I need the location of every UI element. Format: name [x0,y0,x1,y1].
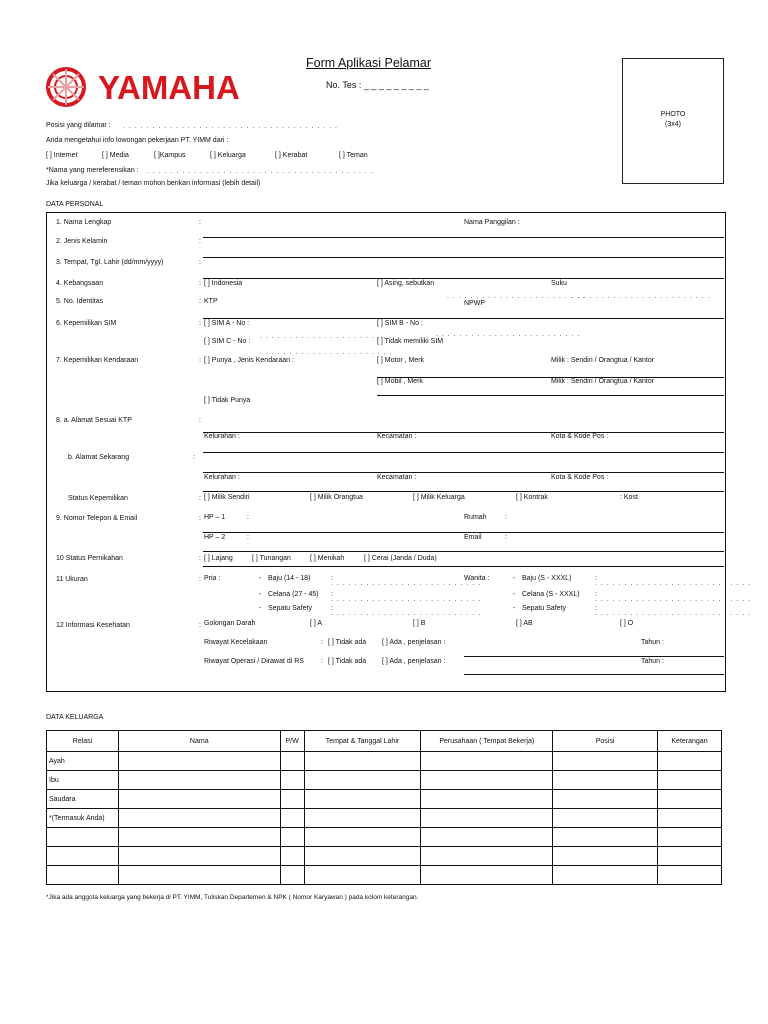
personal-heading: DATA PERSONAL [46,201,104,208]
info-source-question: Anda mengetahui info lowongan pekerjaan PT. YIMM dari : [46,137,229,144]
foreign-field[interactable]: . . . . . . . . . . . . . . . . . . . . . . . . [447,293,586,300]
relation-cell[interactable] [47,847,119,866]
surgery-field[interactable] [464,674,724,675]
colon: : [199,320,201,327]
colon: : [199,280,201,287]
motor-owner[interactable]: Milik : Sendiri / Orangtua / Kantor [551,357,655,364]
colon: : [193,454,195,461]
label-email: Email [464,534,482,541]
photo-label: PHOTO [660,111,686,118]
table-cell[interactable] [304,847,421,866]
colon: : [199,298,201,305]
reference-note: Jika keluarga / kerabat / teman mohon berikan informasi (lebih detail) [46,180,261,187]
table-row [47,866,722,885]
gender-field[interactable] [203,257,724,258]
label-ownership: Status Kepemilikan [68,495,128,502]
label-gender: 2. Jenis Kelamin [56,238,108,245]
family-footnote: *Jika ada anggota keluarga yang bekerja di PT. YIMM, Tuliskan Departemen & NPK ( Nomor Karyawan ) pada kolom keterangan. [46,894,419,901]
label-size: 11 Ukuran [56,576,88,583]
colon: : [199,357,201,364]
table-cell[interactable] [118,752,280,771]
table-cell[interactable] [280,790,304,809]
car-field[interactable] [377,395,724,396]
surgery-year: Tahun : [641,658,664,665]
blood-b[interactable]: [ ] B [413,620,426,627]
table-cell[interactable] [280,866,304,885]
vehicle-none[interactable]: [ ] Tidak Punya [204,397,251,404]
label-sim: 6. Kepemilikan SIM [56,320,117,327]
colon: : [199,259,201,266]
vehicle-own[interactable]: [ ] Punya , Jenis Kendaraan : [204,357,294,364]
label-nationality: 4. Kebangsaan [56,280,104,287]
test-number: No. Tes : _ _ _ _ _ _ _ _ _ [326,80,429,90]
label-vehicle: 7. Kepemilikan Kendaraan [56,357,139,364]
relation-cell: *(Termasuk Anda) [47,809,119,828]
table-row [47,771,722,790]
table-cell[interactable] [421,790,553,809]
form-title: Form Aplikasi Pelamar [306,56,432,70]
table-cell[interactable] [304,752,421,771]
photo-box[interactable] [622,58,724,184]
table-cell[interactable] [118,866,280,885]
source-media[interactable]: [ ] Media [102,152,129,159]
colon: : [199,555,201,562]
colon: : [199,495,201,502]
table-row [47,847,722,866]
colon: : [505,514,507,521]
colon: : [595,591,597,598]
source-keluarga[interactable]: [ ] Keluarga [210,152,246,159]
female-pants-field[interactable]: . . . . . . . . . . . . . . . . . . . . . . . . . . . [595,596,752,603]
col-relation: Relasi [47,731,119,752]
yamaha-logo [46,67,266,107]
sim-none[interactable]: [ ] Tidak memiliki SIM [377,338,444,345]
family-heading: DATA KELUARGA [46,714,104,721]
own-kost[interactable]: : Kost [620,494,638,501]
female-pants: Celana (S - XXXL) [522,591,580,598]
vehicle-car[interactable]: [ ] Mobil , Merk [377,378,423,385]
colon: : [199,219,201,226]
label-marital: 10 Status Pernikahan [56,555,123,562]
svg-text:YAMAHA: YAMAHA [98,69,240,106]
bullet: - [259,591,262,598]
table-row [47,752,722,771]
family-table [46,730,722,885]
colon: : [321,639,323,646]
table-cell[interactable] [658,771,722,790]
label-identity: 5. No. Identitas [56,298,104,305]
relation-cell: Saudara [47,790,119,809]
marital-engaged[interactable]: [ ] Tunangan [252,555,291,562]
full-name-field[interactable] [203,237,724,238]
own-self[interactable]: [ ] Milik Sendiri [204,494,250,501]
label-female: Wanita : [464,575,490,582]
own-parents[interactable]: [ ] Milik Orangtua [310,494,363,501]
accident-year: Tahun : [641,639,664,646]
colon: : [247,514,249,521]
ethnicity-field[interactable]: . . . . . . . . . . . . . . . . . . . . . . . . [572,293,711,300]
label-home-phone: Rumah [464,514,487,521]
bullet: - [513,575,516,582]
table-cell[interactable] [553,771,658,790]
label-blood-type: Golongan Darah [204,620,256,627]
table-cell[interactable] [553,866,658,885]
table-cell[interactable] [280,809,304,828]
label-kota: Kota & Kode Pos : [551,433,609,440]
label-kota: Kota & Kode Pos : [551,474,609,481]
female-shirt-field[interactable]: . . . . . . . . . . . . . . . . . . . . . . . . . . . [595,580,752,587]
blood-ab[interactable]: [ ] AB [516,620,533,627]
photo-size: (3x4) [665,121,681,128]
table-cell[interactable] [118,828,280,847]
label-phone-email: 9. Nomor Telepon & Email [56,515,138,522]
identity-field[interactable] [203,318,724,319]
table-cell[interactable] [658,809,722,828]
phone-field[interactable] [203,532,724,533]
male-shirt: Baju (14 - 18) [268,575,311,582]
male-pants: Celana (27 - 45) [268,591,319,598]
car-owner[interactable]: Milik : Sendiri / Orangtua / Kantor [551,378,655,385]
table-cell[interactable] [304,771,421,790]
label-accident-history: Riwayat Kecelakaan [204,639,268,646]
accident-yes[interactable]: [ ] Ada , penjelasan : [382,639,446,646]
accident-field[interactable] [464,656,724,657]
table-row [47,809,722,828]
table-cell[interactable] [421,809,553,828]
label-kelurahan: Kelurahan : [204,433,240,440]
table-cell[interactable] [553,847,658,866]
col-notes: Keterangan [658,731,722,752]
table-cell[interactable] [280,752,304,771]
source-teman[interactable]: [ ] Teman [339,152,368,159]
surgery-yes[interactable]: [ ] Ada , penjelasan : [382,658,446,665]
col-company: Perusahaan ( Tempat Bekerja) [421,731,553,752]
marital-single[interactable]: [ ] Lajang [204,555,233,562]
surgery-none[interactable]: [ ] Tidak ada [328,658,367,665]
sim-c-field[interactable]: . . . . . . . . . . . . . . . . . . . . . . . [260,349,393,356]
label-hp1: HP – 1 [204,514,226,521]
label-full-name: 1. Nama Lengkap [56,219,112,226]
reference-field[interactable]: . . . . . . . . . . . . . . . . . . . . . . . . . . . . . . . . . . . . . . . [147,168,374,175]
sim-b-field[interactable]: . . . . . . . . . . . . . . . . . . . . . . . . . [436,331,581,338]
table-cell[interactable] [304,790,421,809]
label-npwp: NPWP [464,300,485,307]
label-ktp: KTP [204,298,218,305]
table-cell[interactable] [421,771,553,790]
colon: : [595,605,597,612]
colon: : [199,576,201,583]
table-cell[interactable] [421,828,553,847]
table-cell[interactable] [553,752,658,771]
label-nickname: Nama Panggilan : [464,219,520,226]
table-row [47,828,722,847]
bullet: - [259,575,262,582]
colon: : [321,658,323,665]
current-address-field[interactable] [203,472,724,473]
table-cell[interactable] [280,847,304,866]
male-pants-field[interactable]: . . . . . . . . . . . . . . . . . . . . . . . . . . [331,596,482,603]
marital-divorced[interactable]: [ ] Cerai (Janda / Duda) [364,555,437,562]
label-health: 12 Informasi Kesehatan [56,622,130,629]
table-cell[interactable] [421,752,553,771]
source-kerabat[interactable]: [ ] Kerabat [275,152,308,159]
bullet: - [259,605,262,612]
male-shoes: Sepatu Safety [268,605,312,612]
table-cell[interactable] [304,809,421,828]
table-cell[interactable] [553,828,658,847]
table-cell[interactable] [304,828,421,847]
colon: : [595,575,597,582]
relation-cell: Ibu [47,771,119,790]
colon: : [505,534,507,541]
col-gender: P/W [280,731,304,752]
table-cell[interactable] [421,866,553,885]
table-cell[interactable] [118,847,280,866]
relation-cell: Ayah [47,752,119,771]
colon: : [331,591,333,598]
female-shoes-field[interactable]: . . . . . . . . . . . . . . . . . . . . . . . . . . . [595,610,752,617]
own-family[interactable]: [ ] Milik Keluarga [413,494,465,501]
label-current-address: b. Alamat Sekarang [68,454,130,461]
table-cell[interactable] [658,847,722,866]
colon: : [199,515,201,522]
current-area-field[interactable] [203,491,724,492]
marital-line [203,566,724,567]
own-rent[interactable]: [ ] Kontrak [516,494,548,501]
ktp-area-field[interactable] [203,452,724,453]
table-header-row [47,731,722,752]
position-field[interactable]: . . . . . . . . . . . . . . . . . . . . . . . . . . . . . . . . . . . . . [123,123,338,130]
label-birth: 3. Tempat, Tgl. Lahir (dd/mm/yyyy) [56,259,164,266]
vehicle-motor[interactable]: [ ] Motor , Merk [377,357,425,364]
nationality-foreign[interactable]: [ ] Asing, sebutkan [377,280,435,287]
col-birth: Tempat & Tanggal Lahir [304,731,421,752]
email-field[interactable] [203,551,724,552]
marital-married[interactable]: [ ] Menikah [310,555,345,562]
female-shirt: Baju (S - XXXL) [522,575,572,582]
reference-label: *Nama yang mereferensikan : [46,167,139,174]
label-hp2: HP – 2 [204,534,226,541]
col-name: Nama [118,731,280,752]
label-kecamatan: Kecamatan : [377,474,417,481]
colon: : [331,605,333,612]
table-cell[interactable] [118,790,280,809]
ktp-address-field[interactable] [203,432,724,433]
colon: : [199,417,201,424]
label-male: Pria : [204,575,221,582]
table-cell[interactable] [118,771,280,790]
table-cell[interactable] [553,790,658,809]
table-cell[interactable] [421,847,553,866]
table-cell[interactable] [658,866,722,885]
label-surgery-history: Riwayat Operasi / Dirawat di RS [204,658,304,665]
label-kelurahan: Kelurahan : [204,474,240,481]
bullet: - [513,605,516,612]
male-shoes-field[interactable]: . . . . . . . . . . . . . . . . . . . . . . . . . . [331,610,482,617]
colon: : [199,238,201,245]
nationality-indonesia[interactable]: [ ] Indonesia [204,280,243,287]
col-position: Posisi [553,731,658,752]
bullet: - [513,591,516,598]
relation-cell[interactable] [47,828,119,847]
table-cell[interactable] [658,828,722,847]
female-shoes: Sepatu Safety [522,605,566,612]
table-cell[interactable] [658,752,722,771]
label-ethnicity: Suku [551,280,567,287]
colon: : [199,622,201,629]
blood-o[interactable]: [ ] O [620,620,634,627]
position-label: Posisi yang dilamar : [46,122,111,129]
relation-cell[interactable] [47,866,119,885]
table-cell[interactable] [118,809,280,828]
sim-b[interactable]: [ ] SIM B - No : [377,320,423,327]
sim-a[interactable]: [ ] SIM A - No : [204,320,250,327]
table-row [47,790,722,809]
table-cell[interactable] [280,771,304,790]
birth-field[interactable] [203,278,724,279]
table-cell[interactable] [658,790,722,809]
label-kecamatan: Kecamatan : [377,433,417,440]
male-shirt-field[interactable]: . . . . . . . . . . . . . . . . . . . . . . . . . . [331,580,482,587]
label-ktp-address: 8. a. Alamat Sesuai KTP [56,417,132,424]
source-kampus[interactable]: [ ]Kampus [154,152,186,159]
table-cell[interactable] [304,866,421,885]
table-cell[interactable] [280,828,304,847]
table-cell[interactable] [553,809,658,828]
source-internet[interactable]: [ ] Internet [46,152,78,159]
blood-a[interactable]: [ ] A [310,620,323,627]
accident-none[interactable]: [ ] Tidak ada [328,639,367,646]
colon: : [331,575,333,582]
sim-a-field[interactable]: . . . . . . . . . . . . . . . . . . . . . . . [260,333,393,340]
colon: : [247,534,249,541]
sim-c[interactable]: [ ] SIM C - No : [204,338,251,345]
